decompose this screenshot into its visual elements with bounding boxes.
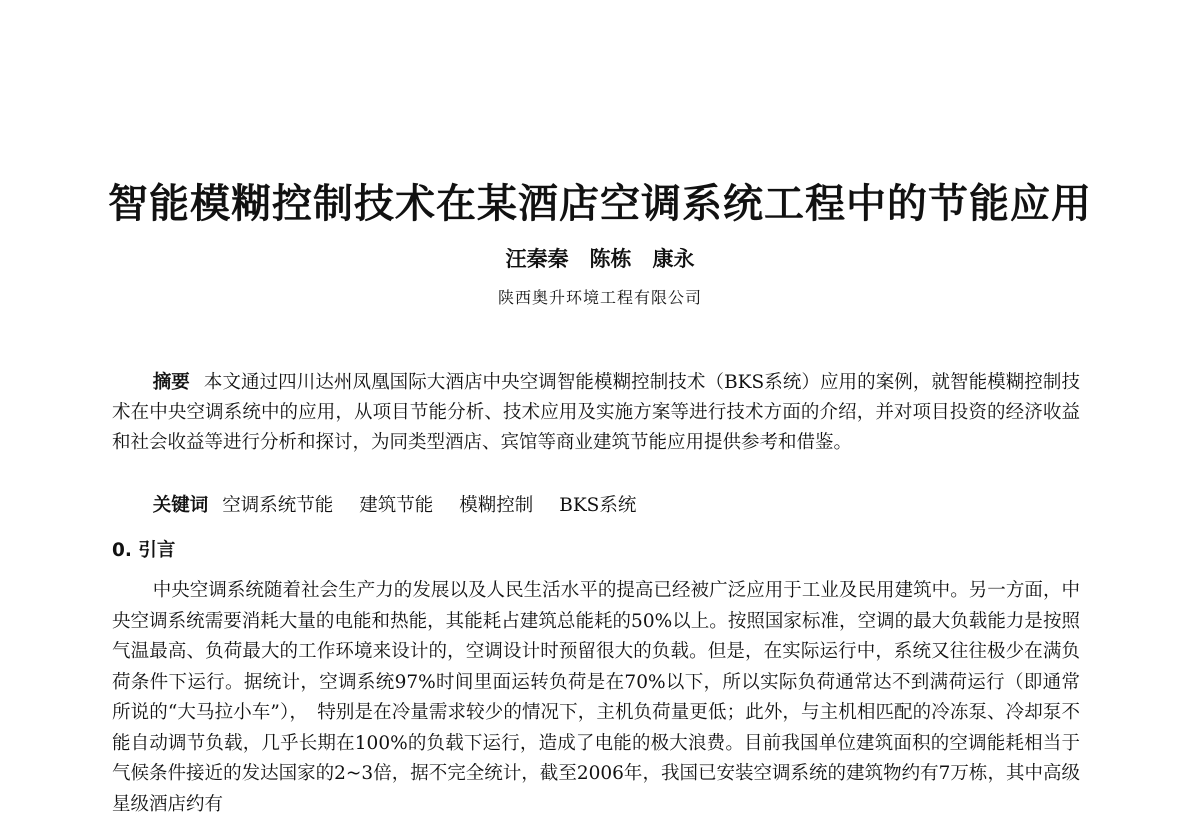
author-affiliation: 陕西奥升环境工程有限公司 [497,288,702,307]
keyword-item: 空调系统节能 [222,495,334,516]
keyword-item: 建筑节能 [359,495,434,516]
keyword-item: 模糊控制 [459,495,534,516]
author-list: 汪秦秦 陈栋 康永 [505,247,695,271]
paper-title: 智能模糊控制技术在某酒店空调系统工程中的节能应用 [108,181,1092,227]
abstract-text: 本文通过四川达州凤凰国际大酒店中央空调智能模糊控制技术（BKS系统）应用的案例，就智能模糊控制技术在中央空调系统中的应用，从项目节能分析、技术应用及实施方案等进行技术方面的介绍，并对项目投资的经济收益和社会收益等进行分析和探讨，为同类型酒店、宾馆等商业建筑节能应用提供参考和借鉴。 [112,372,1080,453]
body-paragraph: 中央空调系统随着社会生产力的发展以及人民生活水平的提高已经被广泛应用于工业及民用建筑中。另一方面，中央空调系统需要消耗大量的电能和热能，其能耗占建筑总能耗的50%以上。按照国家标准，空调的最大负载能力是按照气温最高、负荷最大的工作环境来设计的，空调设计时预留很大的负载。但是，在实际运行中，系统又往往极少在满负荷条件下运行。据统计，空调系统97%时间里面运转负荷是在70%以下，所以实际负荷通常达不到满荷运行（即通常所说的“大马拉小车”）， 特别是在冷量需求较少的情况下，主机负荷量更低；此外，与主机相匹配的冷冻泵、冷却泵不能自动调节负载，几乎长期在100%的负载下运行，造成了电能的极大浪费。目前我国单位建筑面积的空调能耗相当于气候条件接近的发达国家的2~3倍，据不完全统计，截至2006年，我国已安装空调系统的建筑物约有7万栋，其中高级星级酒店约有 [112,580,1080,815]
section-heading-introduction: 0. 引言 [112,540,176,561]
abstract-label: 摘要 [152,372,190,393]
abstract-paragraph [112,368,1080,458]
keywords-line [112,491,1080,521]
keywords-label: 关键词 [152,495,209,516]
keyword-item: BKS系统 [559,495,637,516]
